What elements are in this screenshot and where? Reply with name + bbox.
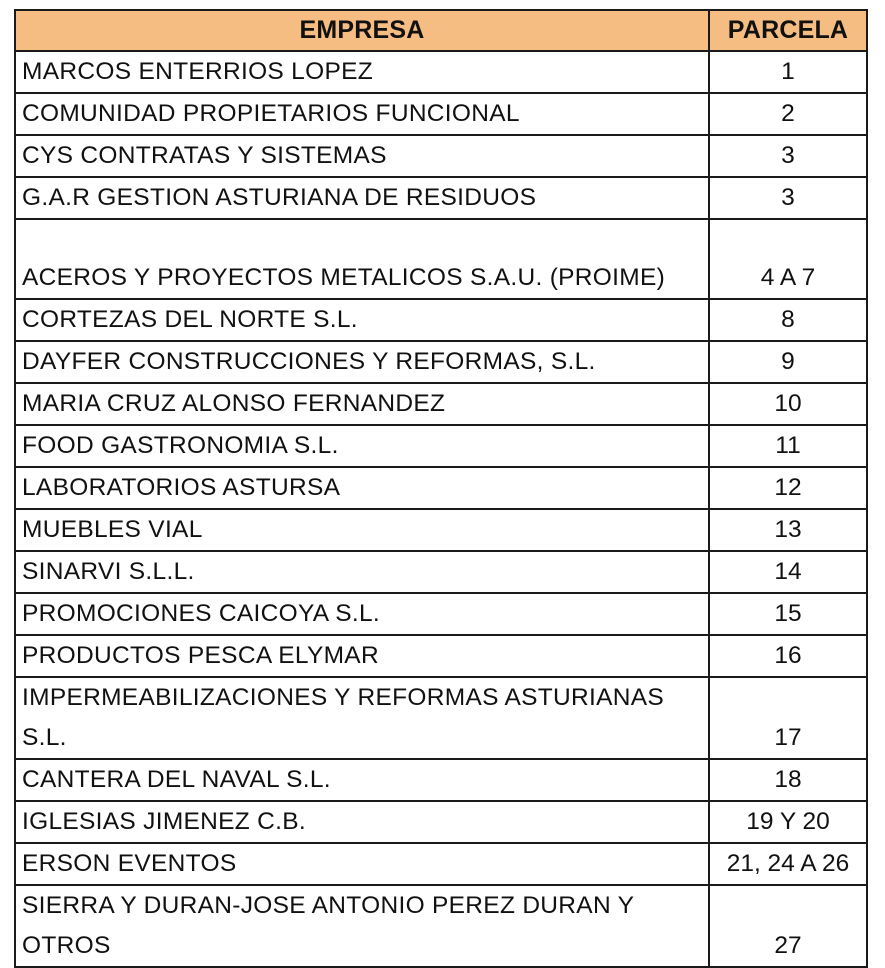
table-row (15, 177, 867, 219)
table-row (15, 509, 867, 551)
column-header-parcela: PARCELA (709, 10, 867, 51)
table-header-row (15, 10, 867, 51)
table-row (15, 135, 867, 177)
empresa-cell: MUEBLES VIAL (15, 509, 709, 551)
parcela-cell: 18 (709, 759, 867, 801)
parcela-cell: 8 (709, 299, 867, 341)
empresa-cell: LABORATORIOS ASTURSA (15, 467, 709, 509)
parcel-table (14, 9, 868, 968)
empresa-cell: CORTEZAS DEL NORTE S.L. (15, 299, 709, 341)
parcela-cell: 13 (709, 509, 867, 551)
table-row (15, 885, 867, 967)
parcela-cell: 15 (709, 593, 867, 635)
table-row (15, 425, 867, 467)
empresa-cell: MARCOS ENTERRIOS LOPEZ (15, 51, 709, 93)
parcela-cell: 3 (709, 177, 867, 219)
table-row (15, 93, 867, 135)
empresa-cell: G.A.R GESTION ASTURIANA DE RESIDUOS (15, 177, 709, 219)
empresa-cell: MARIA CRUZ ALONSO FERNANDEZ (15, 383, 709, 425)
table-row (15, 635, 867, 677)
parcela-cell: 21, 24 A 26 (709, 843, 867, 885)
empresa-cell: IGLESIAS JIMENEZ C.B. (15, 801, 709, 843)
parcela-cell: 11 (709, 425, 867, 467)
parcela-cell: 3 (709, 135, 867, 177)
table-row (15, 219, 867, 299)
table-row (15, 383, 867, 425)
empresa-cell: COMUNIDAD PROPIETARIOS FUNCIONAL (15, 93, 709, 135)
parcela-cell: 1 (709, 51, 867, 93)
empresa-cell: PRODUCTOS PESCA ELYMAR (15, 635, 709, 677)
parcela-cell: 9 (709, 341, 867, 383)
table-row (15, 843, 867, 885)
table-row (15, 299, 867, 341)
table-row (15, 341, 867, 383)
parcela-cell: 14 (709, 551, 867, 593)
table-row (15, 677, 867, 759)
parcela-cell: 16 (709, 635, 867, 677)
empresa-cell: DAYFER CONSTRUCCIONES Y REFORMAS, S.L. (15, 341, 709, 383)
parcela-cell: 17 (709, 677, 867, 759)
table-row (15, 51, 867, 93)
parcela-cell: 27 (709, 885, 867, 967)
empresa-cell: ACEROS Y PROYECTOS METALICOS S.A.U. (PROIME) (15, 219, 709, 299)
empresa-cell: PROMOCIONES CAICOYA S.L. (15, 593, 709, 635)
table-row (15, 801, 867, 843)
empresa-cell: SINARVI S.L.L. (15, 551, 709, 593)
table-row (15, 551, 867, 593)
empresa-cell: ERSON EVENTOS (15, 843, 709, 885)
empresa-cell: CYS CONTRATAS Y SISTEMAS (15, 135, 709, 177)
parcela-cell: 4 A 7 (709, 219, 867, 299)
parcela-cell: 19 Y 20 (709, 801, 867, 843)
table-row (15, 467, 867, 509)
column-header-empresa: EMPRESA (15, 10, 709, 51)
parcela-cell: 10 (709, 383, 867, 425)
parcela-cell: 2 (709, 93, 867, 135)
table-row (15, 759, 867, 801)
empresa-cell: FOOD GASTRONOMIA S.L. (15, 425, 709, 467)
table-row (15, 593, 867, 635)
empresa-cell: SIERRA Y DURAN-JOSE ANTONIO PEREZ DURAN Y OTROS (15, 885, 709, 967)
empresa-cell: CANTERA DEL NAVAL S.L. (15, 759, 709, 801)
parcela-cell: 12 (709, 467, 867, 509)
empresa-cell: IMPERMEABILIZACIONES Y REFORMAS ASTURIANAS S.L. (15, 677, 709, 759)
